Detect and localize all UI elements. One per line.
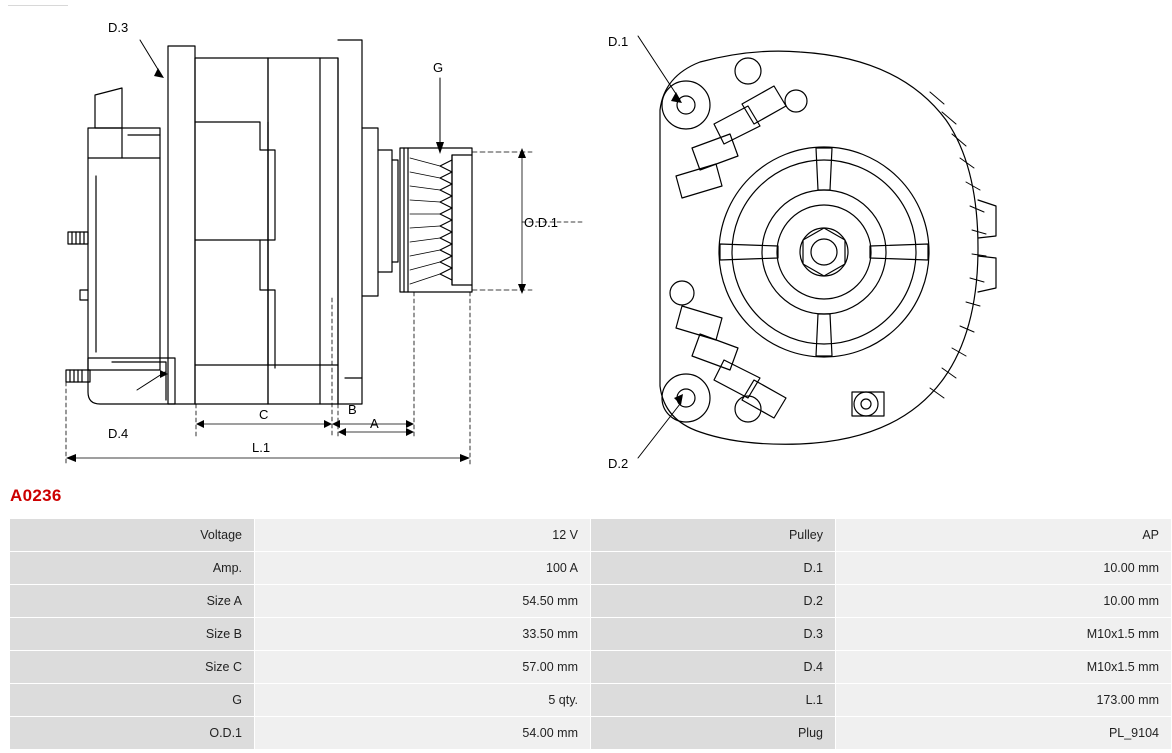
spec-label-amp: Amp. xyxy=(10,552,255,585)
label-g: G xyxy=(433,60,444,75)
spec-value-l1: 173.00 mm xyxy=(836,684,1172,717)
spec-label-od1: O.D.1 xyxy=(10,717,255,750)
label-l1: L.1 xyxy=(252,440,271,455)
spec-value-d3: M10x1.5 mm xyxy=(836,618,1172,651)
specifications-table xyxy=(9,518,1172,750)
label-od1: O.D.1 xyxy=(524,215,558,230)
label-d2: D.2 xyxy=(608,456,629,471)
table-row xyxy=(10,717,1172,750)
side-view-dimensions xyxy=(66,40,584,466)
spec-label-d1: D.1 xyxy=(591,552,836,585)
label-b: B xyxy=(348,402,357,417)
front-view-group xyxy=(660,51,996,444)
side-view-group xyxy=(66,40,472,404)
table-row xyxy=(10,618,1172,651)
table-row xyxy=(10,519,1172,552)
spec-value-size-c: 57.00 mm xyxy=(255,651,591,684)
spec-label-d2: D.2 xyxy=(591,585,836,618)
table-row xyxy=(10,585,1172,618)
spec-value-amp: 100 A xyxy=(255,552,591,585)
spec-label-plug: Plug xyxy=(591,717,836,750)
label-d3: D.3 xyxy=(108,20,129,35)
spec-value-d1: 10.00 mm xyxy=(836,552,1172,585)
spec-value-od1: 54.00 mm xyxy=(255,717,591,750)
part-number: A0236 xyxy=(10,486,62,505)
table-row xyxy=(10,552,1172,585)
label-c: C xyxy=(259,407,269,422)
spec-value-size-a: 54.50 mm xyxy=(255,585,591,618)
spec-value-d4: M10x1.5 mm xyxy=(836,651,1172,684)
spec-label-size-b: Size B xyxy=(10,618,255,651)
spec-table-body xyxy=(10,519,1172,750)
spec-label-size-a: Size A xyxy=(10,585,255,618)
label-a: A xyxy=(370,416,379,431)
spec-label-pulley: Pulley xyxy=(591,519,836,552)
spec-value-pulley: AP xyxy=(836,519,1172,552)
spec-label-l1: L.1 xyxy=(591,684,836,717)
spec-value-d2: 10.00 mm xyxy=(836,585,1172,618)
spec-value-g: 5 qty. xyxy=(255,684,591,717)
spec-value-plug: PL_9104 xyxy=(836,717,1172,750)
table-row xyxy=(10,651,1172,684)
label-d4: D.4 xyxy=(108,426,129,441)
spec-label-g: G xyxy=(10,684,255,717)
spec-value-voltage: 12 V xyxy=(255,519,591,552)
label-d1: D.1 xyxy=(608,34,629,49)
spec-value-size-b: 33.50 mm xyxy=(255,618,591,651)
spec-label-size-c: Size C xyxy=(10,651,255,684)
table-row xyxy=(10,684,1172,717)
spec-label-d4: D.4 xyxy=(591,651,836,684)
spec-label-voltage: Voltage xyxy=(10,519,255,552)
spec-label-d3: D.3 xyxy=(591,618,836,651)
